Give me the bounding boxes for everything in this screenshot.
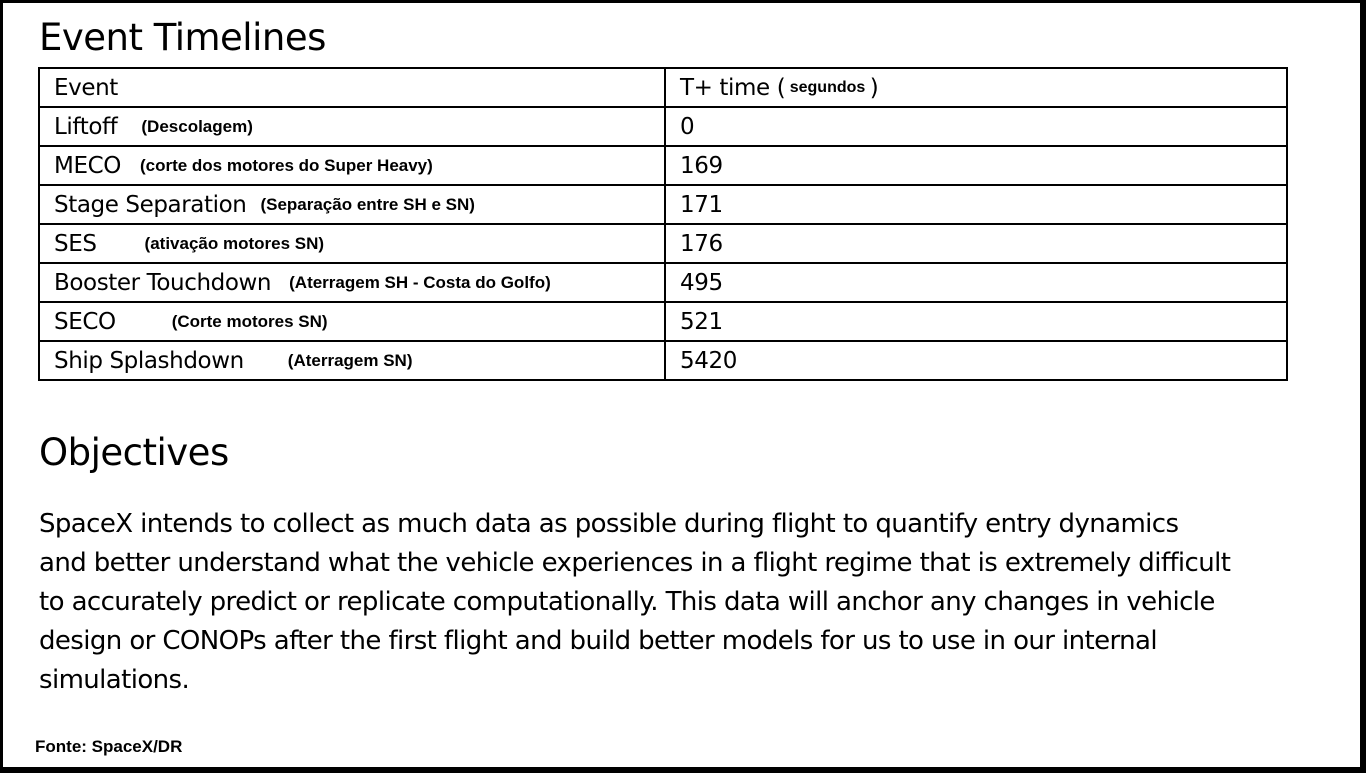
event-name: Liftoff — [54, 113, 118, 140]
objectives-line: to accurately predict or replicate computationally. This data will anchor any changes in vehicle — [39, 587, 1215, 617]
event-time: 176 — [680, 230, 723, 257]
event-note: (Separação entre SH e SN) — [260, 194, 475, 214]
table-row — [39, 107, 1287, 146]
table-header-row — [39, 68, 1287, 107]
event-time: 495 — [680, 269, 723, 296]
objectives-line: and better understand what the vehicle experiences in a flight regime that is extremely difficult — [39, 548, 1231, 578]
table-row — [39, 263, 1287, 302]
objectives-line: simulations. — [39, 665, 190, 695]
event-note: (corte dos motores do Super Heavy) — [139, 155, 433, 175]
event-name: Booster Touchdown — [54, 269, 272, 296]
objectives-line: design or CONOPs after the first flight and build better models for us to use in our internal — [39, 626, 1157, 656]
timeline-title: Event Timelines — [39, 16, 326, 59]
event-name: SES — [54, 230, 97, 257]
header-unit: segundos — [789, 78, 866, 96]
source-credit: Fonte: SpaceX/DR — [35, 737, 183, 756]
header-time-close: ) — [869, 74, 879, 101]
event-time: 0 — [680, 113, 695, 140]
table-row — [39, 185, 1287, 224]
event-time: 169 — [680, 152, 723, 179]
event-note: (ativação motores SN) — [144, 233, 325, 253]
event-note: (Corte motores SN) — [171, 311, 328, 331]
event-time: 171 — [680, 191, 723, 218]
event-name: Stage Separation — [54, 191, 247, 218]
event-time: 5420 — [680, 347, 737, 374]
table-row — [39, 224, 1287, 263]
header-time: T+ time ( — [680, 74, 786, 101]
objectives-paragraph — [39, 505, 1299, 700]
event-timeline-table — [38, 67, 1288, 381]
event-note: (Aterragem SN) — [287, 350, 413, 370]
header-time-cell — [665, 68, 1287, 107]
event-time: 521 — [680, 308, 723, 335]
event-name: SECO — [54, 308, 116, 335]
header-event: Event — [54, 74, 118, 101]
table-row — [39, 302, 1287, 341]
header-event-cell — [39, 68, 665, 107]
objectives-line: SpaceX intends to collect as much data as possible during flight to quantify entry dynamics — [39, 509, 1179, 539]
event-name: Ship Splashdown — [54, 347, 244, 374]
objectives-title: Objectives — [39, 431, 229, 474]
event-name: MECO — [54, 152, 121, 179]
table-row — [39, 146, 1287, 185]
table-row — [39, 341, 1287, 380]
event-note: (Aterragem SH - Costa do Golfo) — [289, 272, 551, 292]
event-note: (Descolagem) — [141, 116, 253, 136]
